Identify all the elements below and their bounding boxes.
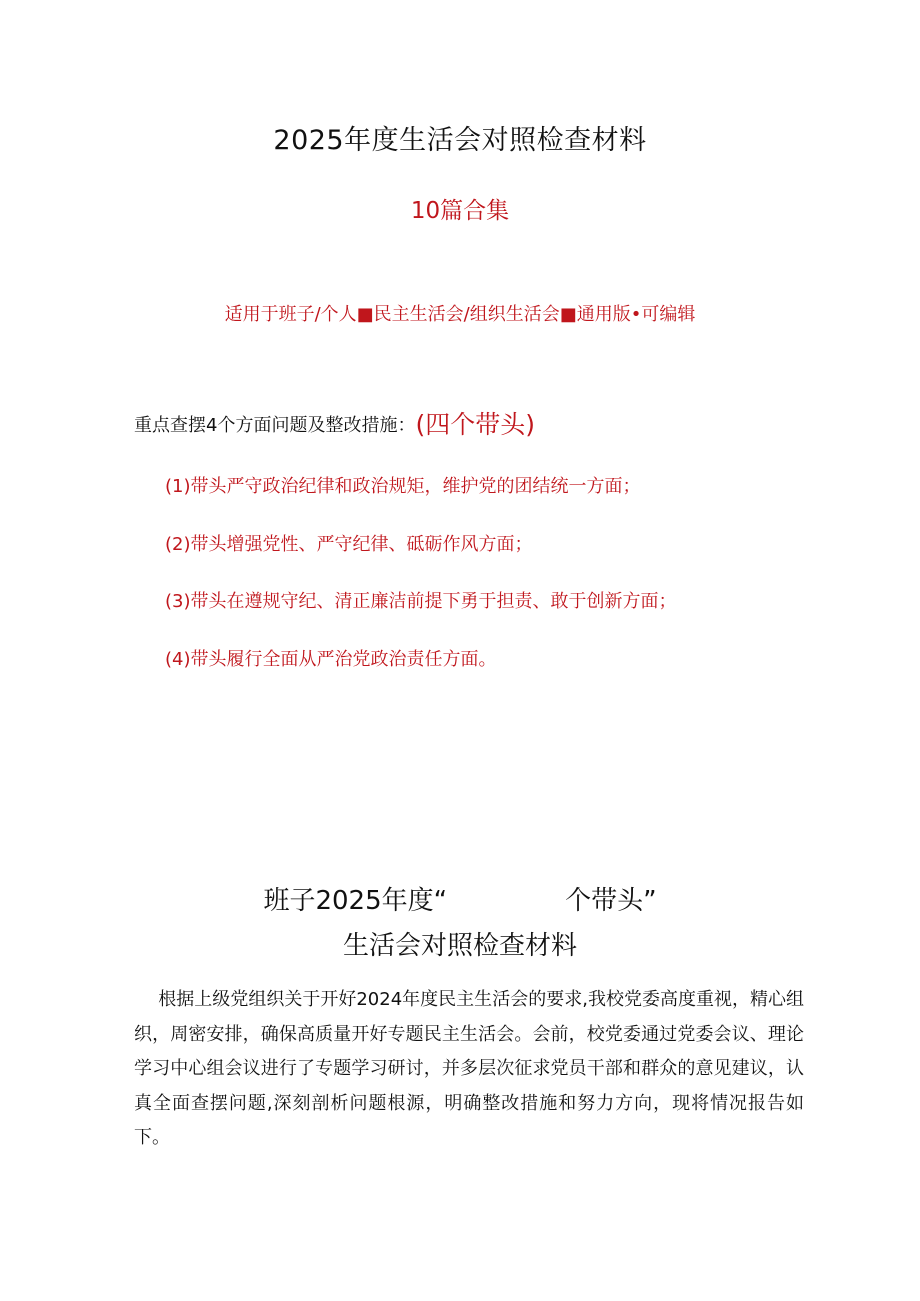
focus-lead-text: 重点查摆4个方面问题及整改措施： [134,415,416,436]
section-title-left: 班子2025年度“ [263,886,448,916]
focus-heading [134,405,535,441]
section-title-right: 个带头” [565,886,657,916]
applicability-line: 适用于班子/个人■民主生活会/组织生活会■通用版•可编辑 [224,304,696,325]
collection-subtitle: 10篇合集 [410,198,510,224]
focus-item-4: (4)带头履行全面从严治党政治责任方面。 [165,649,497,670]
body-paragraph: 根据上级党组织关于开好2024年度民主生活会的要求,我校党委高度重视，精心组织，周密安排，确保高质量开好专题民主生活会。会前，校党委通过党委会议、理论学习中心组会议进行了专题学习研讨，并多层次征求党员干部和群众的意见建议，认真全面查摆问题,深刻剖析问题根源，明确整改措施和努力方向，现将情况报告如下。 [134,989,804,1148]
section-title-line-2: 生活会对照检查材料 [342,931,577,961]
focus-item-2: (2)带头增强党性、严守纪律、砥砺作风方面； [165,534,533,555]
focus-item-3: (3)带头在遵规守纪、清正廉洁前提下勇于担责、敢于创新方面； [165,591,677,612]
focus-accent-text: (四个带头) [415,410,535,439]
section-title-line-1 [0,880,920,917]
focus-item-1: (1)带头严守政治纪律和政治规矩，维护党的团结统一方面； [165,476,641,497]
document-title: 2025年度生活会对照检查材料 [273,125,647,156]
